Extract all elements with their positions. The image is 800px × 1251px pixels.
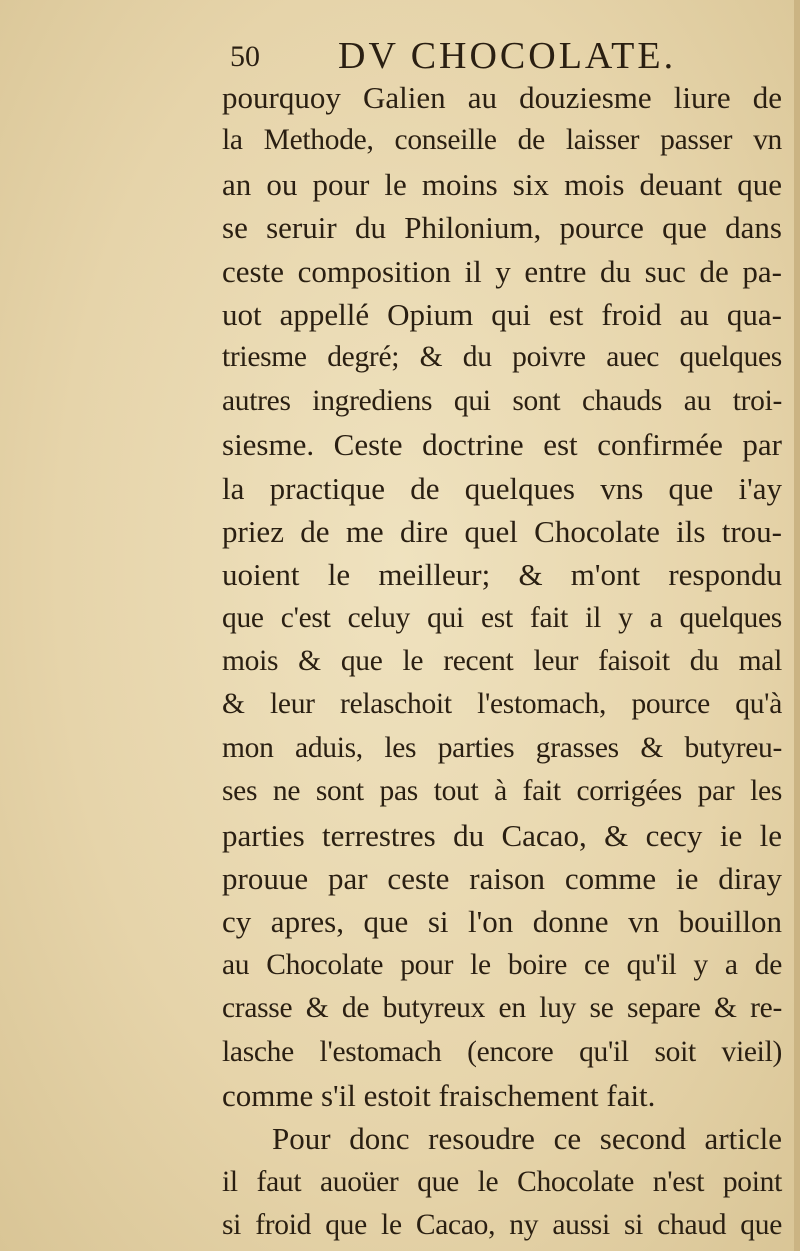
text-line: priez de me dire quel Chocolate ils trou- <box>222 513 782 549</box>
text-line: ses ne sont pas tout à fait corrigées par les <box>222 775 782 808</box>
text-line: ceste composition il y entre du suc de pa- <box>222 253 782 289</box>
text-line: cy apres, que si l'on donne vn bouillon <box>222 904 782 940</box>
text-line: uot appellé Opium qui est froid au qua- <box>222 296 782 332</box>
text-line: mon aduis, les parties grasses & butyreu- <box>222 731 782 764</box>
text-line: pourquoy Galien au douziesme liure de <box>222 80 782 115</box>
text-line: uoient le meilleur; & m'ont respondu <box>222 557 782 593</box>
text-line: autres ingrediens qui sont chauds au troi- <box>222 384 782 417</box>
text-line: que c'est celuy qui est fait il y a quelques <box>222 601 782 634</box>
text-line: prouue par ceste raison comme ie diray <box>222 861 782 897</box>
text-line: comme s'il estoit fraischement fait. <box>222 1077 656 1113</box>
running-title: DV CHOCOLATE. <box>338 35 677 77</box>
text-line: lasche l'estomach (encore qu'il soit vieil) <box>222 1035 782 1068</box>
text-line: la Methode, conseille de laisser passer vn <box>222 124 782 157</box>
text-line: la practique de quelques vns que i'ay <box>222 470 782 506</box>
body-text <box>222 76 782 1248</box>
text-line: crasse & de butyreux en luy se separe & re- <box>222 992 782 1025</box>
text-line: se seruir du Philonium, pource que dans <box>222 210 782 246</box>
text-line: si froid que le Cacao, ny aussi si chaud que <box>222 1209 782 1242</box>
text-line: & leur relaschoit l'estomach, pource qu'à <box>222 688 782 721</box>
text-line: il faut auoüer que le Chocolate n'est point <box>222 1165 782 1198</box>
text-line: parties terrestres du Cacao, & cecy ie le <box>222 817 782 853</box>
page-number: 50 <box>230 40 260 73</box>
text-line: au Chocolate pour le boire ce qu'il y a de <box>222 948 782 981</box>
text-line: an ou pour le moins six mois deuant que <box>222 166 782 202</box>
text-line: mois & que le recent leur faisoit du mal <box>222 645 782 678</box>
text-line: triesme degré; & du poivre auec quelques <box>222 341 782 374</box>
page-edge-shadow <box>794 0 800 1251</box>
text-line: siesme. Ceste doctrine est confirmée par <box>222 427 782 463</box>
text-line: Pour donc resoudre ce second article <box>272 1121 782 1157</box>
